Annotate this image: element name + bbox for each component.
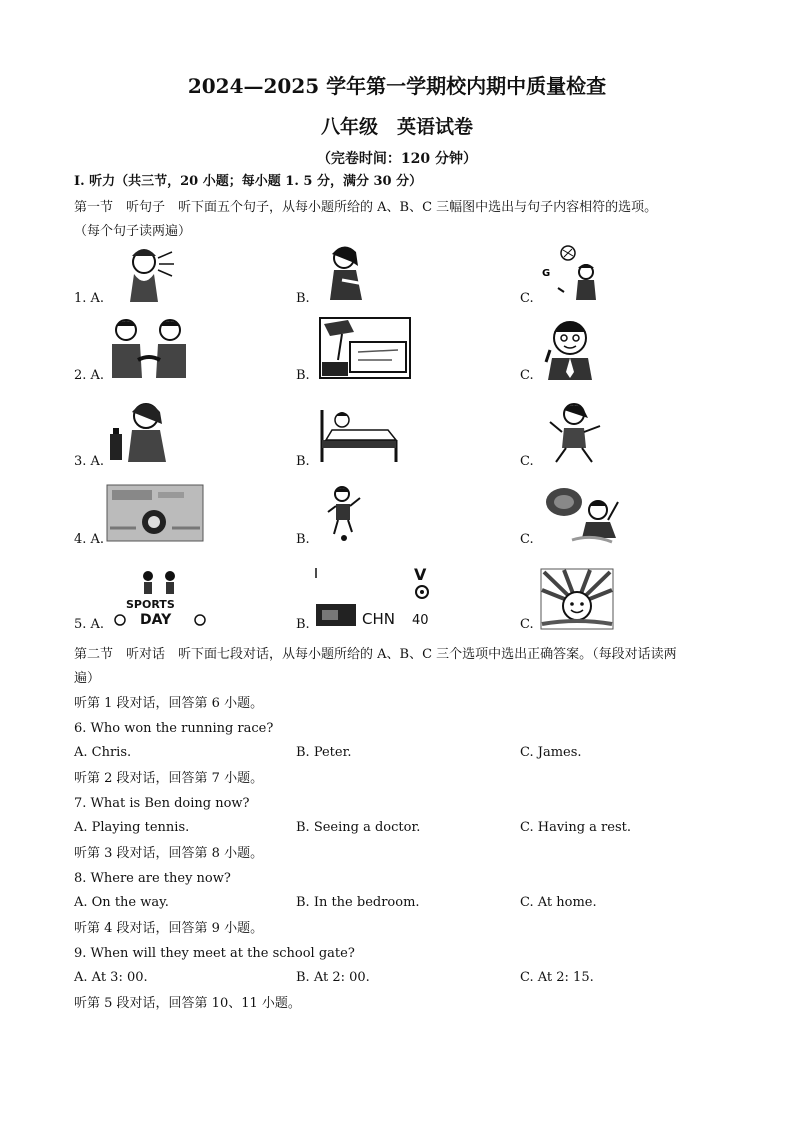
dialogue-3-intro: 听第 3 段对话，回答第 8 小题。: [74, 846, 264, 861]
q7-option-a[interactable]: A. Playing tennis.: [74, 820, 190, 835]
q4b-boy-jumping-image[interactable]: [324, 484, 364, 544]
q4-option-a-label: 4. A.: [74, 532, 105, 547]
q5-option-a-label: 5. A.: [74, 617, 105, 632]
q9-option-b[interactable]: B. At 2: 00.: [296, 970, 370, 985]
dialogue-4-intro: 听第 4 段对话，回答第 9 小题。: [74, 921, 264, 936]
dialogue-2-intro: 听第 2 段对话，回答第 7 小题。: [74, 771, 264, 786]
q5b-medal-letter-text: V: [414, 565, 427, 584]
dialogue-5-intro: 听第 5 段对话，回答第 10、11 小题。: [74, 996, 301, 1011]
q1-option-b-label: B.: [296, 291, 310, 306]
q5b-medal-image[interactable]: [314, 562, 444, 630]
q5c-sun-image[interactable]: [540, 568, 614, 630]
svg-text:G: G: [542, 268, 551, 279]
q5a-sports-day-image[interactable]: [112, 568, 208, 630]
exam-title: 2024—2025 学年第一学期校内期中质量检查: [187, 74, 607, 98]
part1-instruction: 第一节 听句子 听下面五个句子，从每小题所给的 A、B、C 三幅图中选出与句子内容相符的选项。: [74, 200, 658, 215]
q1a-sneezing-girl-image[interactable]: [112, 244, 182, 304]
q5-option-c-label: C.: [520, 617, 534, 632]
question-9-text: 9. When will they meet at the school gate?: [74, 946, 355, 961]
q6-option-a[interactable]: A. Chris.: [74, 745, 132, 760]
q3-option-a-label: 3. A.: [74, 454, 105, 469]
q7-option-b[interactable]: B. Seeing a doctor.: [296, 820, 421, 835]
exam-time-note: （完卷时间：120 分钟）: [316, 151, 478, 167]
q1b-girl-holding-stomach-image[interactable]: [322, 244, 377, 302]
q3a-girl-with-medicine-image[interactable]: [106, 400, 178, 464]
q8-option-a[interactable]: A. On the way.: [74, 895, 169, 910]
q5a-sign-bottom-text: DAY: [140, 612, 172, 628]
q2-option-c-label: C.: [520, 368, 534, 383]
q9-option-a[interactable]: A. At 3: 00.: [74, 970, 148, 985]
q2b-desk-with-lamp-image[interactable]: [318, 316, 412, 380]
q8-option-c[interactable]: C. At home.: [520, 895, 597, 910]
listening-section-heading: Ⅰ. 听力（共三节，20 小题；每小题 1. 5 分，满分 30 分）: [74, 174, 423, 189]
question-6-text: 6. Who won the running race?: [74, 721, 274, 736]
q3c-girl-stretching-image[interactable]: [548, 400, 602, 464]
q1-option-c-label: C.: [520, 291, 534, 306]
q5b-country-text: CHN: [362, 610, 395, 628]
q4a-concert-screen-image[interactable]: [106, 484, 204, 542]
q5a-sign-top-text: SPORTS: [126, 598, 175, 611]
q1c-girl-playing-ball-image[interactable]: [540, 244, 602, 302]
q2-option-b-label: B.: [296, 368, 310, 383]
q3b-girl-in-bed-image[interactable]: [318, 400, 400, 464]
q5b-number-text: 40: [412, 613, 429, 628]
q8-option-b[interactable]: B. In the bedroom.: [296, 895, 420, 910]
q5-option-b-label: B.: [296, 617, 310, 632]
part2-instruction: 第二节 听对话 听下面七段对话，从每小题所给的 A、B、C 三个选项中选出正确答案。（每段对话读两: [74, 647, 677, 662]
question-7-text: 7. What is Ben doing now?: [74, 796, 250, 811]
q6-option-c[interactable]: C. James.: [520, 745, 582, 760]
dialogue-1-intro: 听第 1 段对话，回答第 6 小题。: [74, 696, 264, 711]
q2-option-a-label: 2. A.: [74, 368, 105, 383]
q3-option-c-label: C.: [520, 454, 534, 469]
q4-option-c-label: C.: [520, 532, 534, 547]
question-8-text: 8. Where are they now?: [74, 871, 231, 886]
q2c-boy-in-tie-image[interactable]: [542, 316, 598, 380]
q4-option-b-label: B.: [296, 532, 310, 547]
q4c-dreaming-girl-image[interactable]: [542, 484, 622, 546]
q9-option-c[interactable]: C. At 2: 15.: [520, 970, 594, 985]
q3-option-b-label: B.: [296, 454, 310, 469]
q6-option-b[interactable]: B. Peter.: [296, 745, 352, 760]
part1-instruction-cont: （每个句子读两遍）: [74, 224, 192, 239]
exam-subtitle: 八年级 英语试卷: [320, 116, 473, 138]
q1-option-a-label: 1. A.: [74, 291, 105, 306]
part2-instruction-cont: 遍）: [74, 671, 101, 686]
q7-option-c[interactable]: C. Having a rest.: [520, 820, 631, 835]
q2a-shaking-hands-image[interactable]: [108, 316, 190, 380]
